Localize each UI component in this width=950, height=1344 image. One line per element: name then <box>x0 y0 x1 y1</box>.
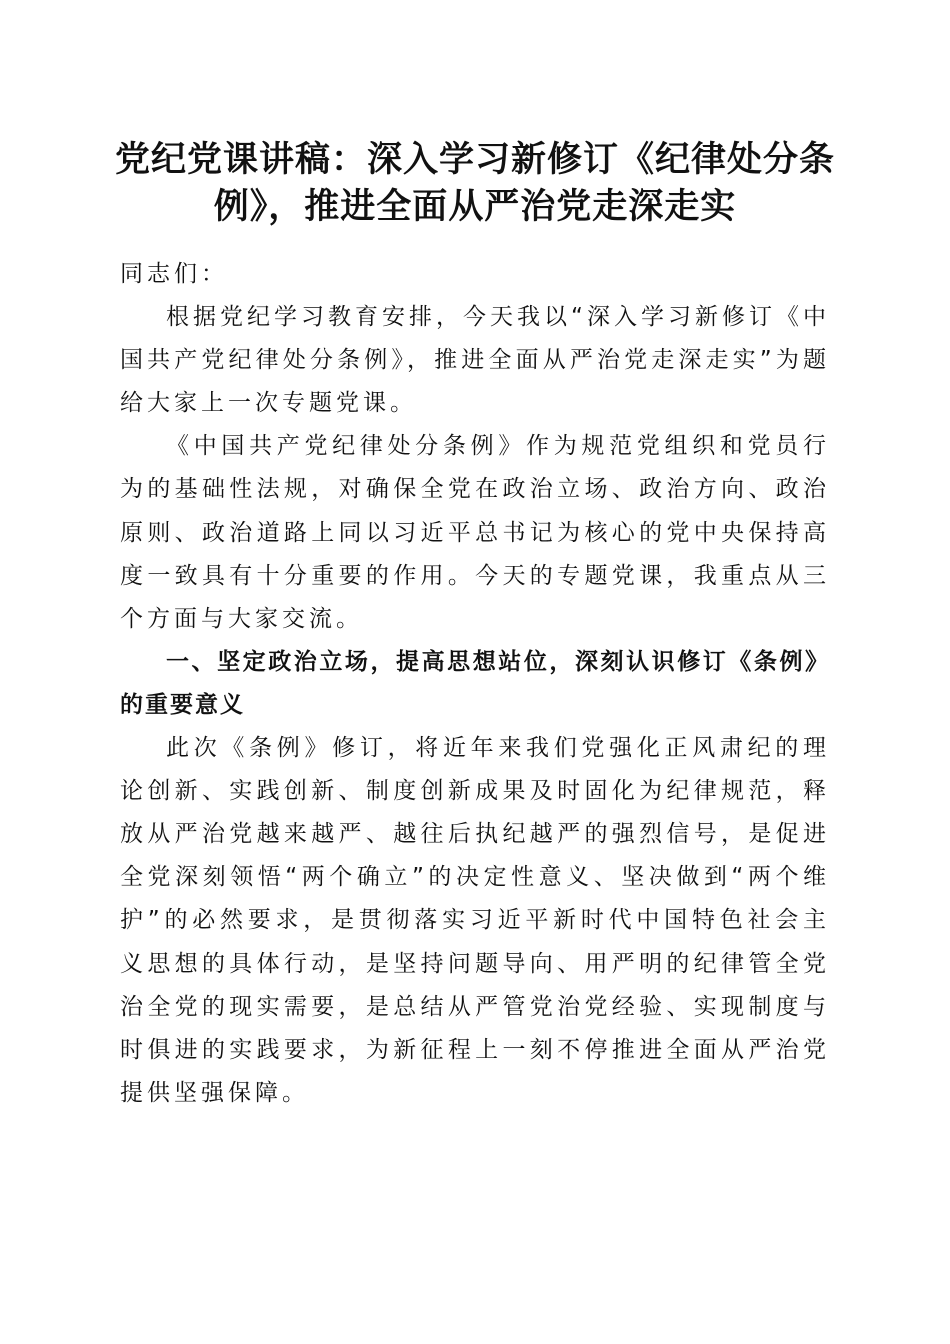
salutation: 同志们： <box>120 261 228 287</box>
section-heading-1: 一、坚定政治立场，提高思想站位，深刻认识修订《条例》的重要意义 <box>120 648 830 718</box>
section-1-paragraph: 此次《条例》修订，将近年来我们党强化正风肃纪的理论创新、实践创新、制度创新成果及时固化为纪律规范，释放从严治党越来越严、越往后执纪越严的强烈信号，是促进全党深刻领悟“两个确立”的决定性意义、坚决做到“两个维护”的必然要求，是贯彻落实习近平新时代中国特色社会主义思想的具体行动，是坚持问题导向、用严明的纪律管全党治全党的现实需要，是总结从严管党治党经验、实现制度与时俱进的实践要求，为新征程上一刻不停推进全面从严治党提供坚强保障。 <box>120 735 830 1106</box>
title-line-2: 例》，推进全面从严治党走深走实 <box>213 186 737 227</box>
document-body <box>120 253 830 1115</box>
paragraph-overview: 《中国共产党纪律处分条例》作为规范党组织和党员行为的基础性法规，对确保全党在政治立场、政治方向、政治原则、政治道路上同以习近平总书记为核心的党中央保持高度一致具有十分重要的作用。今天的专题党课，我重点从三个方面与大家交流。 <box>120 433 830 632</box>
document-title <box>100 136 850 230</box>
paragraph-intro: 根据党纪学习教育安排，今天我以“深入学习新修订《中国共产党纪律处分条例》，推进全面从严治党走深走实”为题给大家上一次专题党课。 <box>120 304 830 417</box>
title-line-1: 党纪党课讲稿：深入学习新修订《纪律处分条 <box>114 139 835 180</box>
